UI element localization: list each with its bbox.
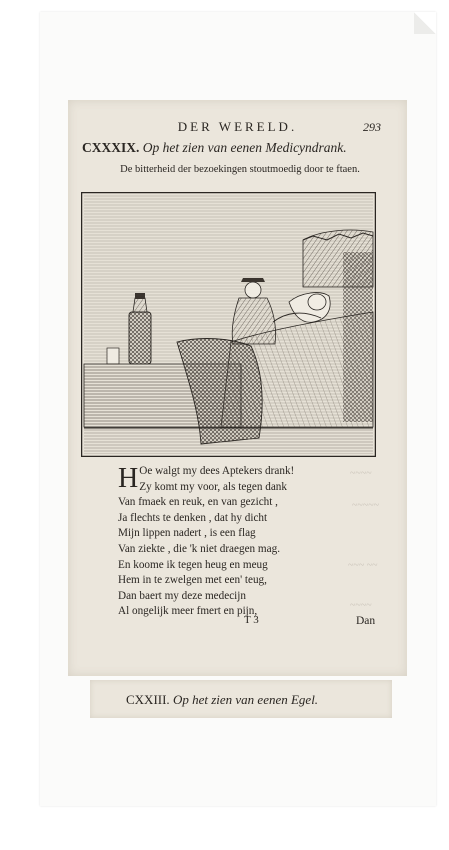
engraving-sickbed-scene (81, 192, 376, 457)
emblem-title (82, 140, 398, 156)
poem-line: Oe walgt my dees Aptekers drank! (139, 465, 295, 477)
attendant-body (232, 298, 275, 344)
bottle-stopper (135, 293, 145, 299)
poem-line: Zy komt my voor, als tegen dank (139, 480, 287, 493)
show-through-text: ~~~~ (350, 468, 372, 479)
emblem-number: CXXXIX. (82, 140, 140, 155)
attendant-hat (241, 278, 265, 282)
poem-dropcap: H (118, 463, 139, 494)
floor (84, 428, 373, 454)
book-page (68, 100, 407, 676)
next-page-strip (90, 680, 392, 718)
patient-head (308, 294, 326, 310)
emblem-title-text: Op het zien van eenen Medicyndrank. (142, 140, 347, 155)
next-emblem-title (126, 692, 318, 708)
medicine-bottle (129, 312, 151, 364)
mount-corner (414, 12, 436, 34)
poem-line: Hem in te zwelgen met een' teug, (118, 574, 267, 587)
poem-line: Al ongelijk meer fmert en pijn, (118, 605, 258, 618)
show-through-text: ~~~ ~~ (348, 560, 378, 571)
show-through-text: ~~~~~ (352, 500, 380, 511)
small-jar (107, 348, 119, 364)
poem-line: Van ziekte , die 'k niet draegen mag. (118, 542, 280, 555)
running-head: DER WERELD. (177, 119, 298, 134)
poem-line: En koome ik tegen heug en meug (118, 558, 268, 571)
poem (118, 463, 295, 620)
catchword: Dan (356, 615, 376, 627)
poem-line: Mijn lippen nadert , is een flag (118, 527, 256, 540)
poem-line: Ja flechts te denken , dat hy dicht (118, 511, 268, 524)
page-number: 293 (363, 120, 381, 134)
show-through-text: ~~~~ (350, 600, 372, 611)
poem-line: Dan baert my deze medecijn (118, 589, 246, 602)
signature-mark: T 3 (244, 614, 259, 626)
emblem-motto: De bitterheid der bezoekingen stoutmoedig door te ftaen. (120, 164, 360, 175)
attendant-head (245, 282, 261, 298)
next-emblem-number: CXXIII. (126, 692, 170, 707)
bottle-neck (133, 298, 147, 312)
next-emblem-title-text: Op het zien van eenen Egel. (172, 692, 319, 707)
poem-line: Van fmaek en reuk, en van gezicht , (118, 496, 278, 509)
